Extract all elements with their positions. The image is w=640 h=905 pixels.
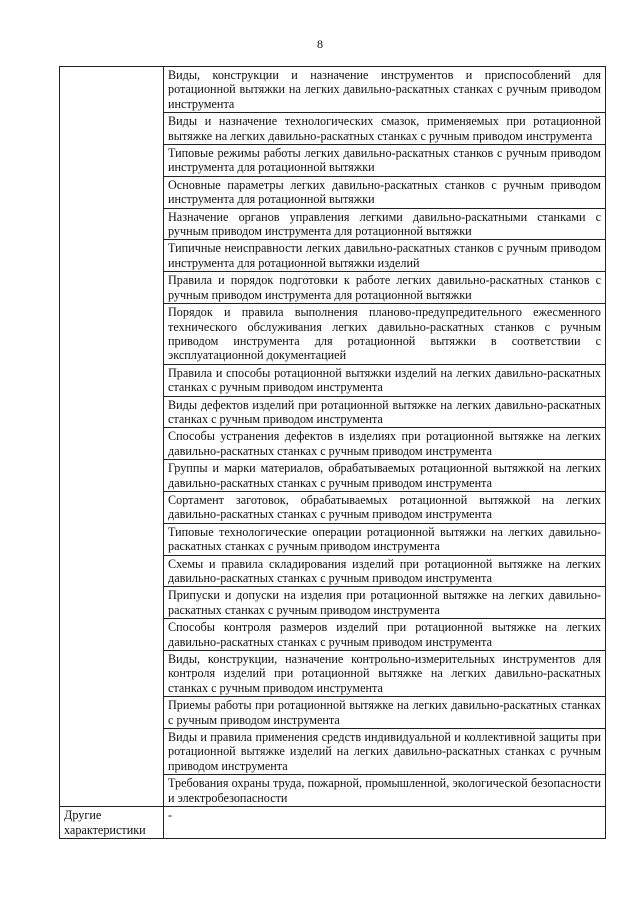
knowledge-item: Способы устранения дефектов в изделиях при ротационной вытяжке на легких давильно-раскатных станках с ручным приводом инструмента bbox=[164, 428, 606, 460]
knowledge-item: Типовые технологические операции ротационной вытяжки на легких давильно-раскатных станках с ручным приводом инструмента bbox=[164, 523, 606, 555]
knowledge-item: Виды и назначение технологических смазок, применяемых при ротационной вытяжке на легких давильно-раскатных станках с ручным приводом инструмента bbox=[164, 113, 606, 145]
knowledge-item: Приемы работы при ротационной вытяжке на легких давильно-раскатных станках с ручным приводом инструмента bbox=[164, 697, 606, 729]
other-characteristics-row bbox=[60, 807, 606, 839]
knowledge-item: Виды, конструкции, назначение контрольно-измерительных инструментов для контроля изделий при ротационной вытяжке на легких давильно-раскатных станках с ручным приводом инструмента bbox=[164, 651, 606, 697]
knowledge-item: Способы контроля размеров изделий при ротационной вытяжке на легких давильно-раскатных станках с ручным приводом инструмента bbox=[164, 619, 606, 651]
page-number: 8 bbox=[317, 37, 323, 51]
other-characteristics-value: - bbox=[164, 807, 606, 839]
knowledge-row bbox=[60, 67, 606, 113]
knowledge-item: Правила и способы ротационной вытяжки изделий на легких давильно-раскатных станках с ручным приводом инструмента bbox=[164, 364, 606, 396]
knowledge-item: Правила и порядок подготовки к работе легких давильно-раскатных станков с ручным приводом инструмента для ротационной вытяжки bbox=[164, 272, 606, 304]
knowledge-item: Сортамент заготовок, обрабатываемых ротационной вытяжкой на легких давильно-раскатных станках с ручным приводом инструмента bbox=[164, 491, 606, 523]
requirements-table bbox=[59, 66, 606, 839]
knowledge-item: Требования охраны труда, пожарной, промышленной, экологической безопасности и электробезопасности bbox=[164, 775, 606, 807]
knowledge-item: Группы и марки материалов, обрабатываемых ротационной вытяжкой на легких давильно-раскатных станках с ручным приводом инструмента bbox=[164, 460, 606, 492]
other-characteristics-label: Другие характеристики bbox=[60, 807, 164, 839]
knowledge-item: Виды дефектов изделий при ротационной вытяжке на легких давильно-раскатных станках с ручным приводом инструмента bbox=[164, 396, 606, 428]
knowledge-item: Виды и правила применения средств индивидуальной и коллективной защиты при ротационной вытяжке изделий на легких давильно-раскатных станках с ручным приводом инструмента bbox=[164, 729, 606, 775]
knowledge-item: Основные параметры легких давильно-раскатных станков с ручным приводом инструмента для ротационной вытяжки bbox=[164, 176, 606, 208]
knowledge-label-cell bbox=[60, 67, 164, 807]
knowledge-item: Схемы и правила складирования изделий при ротационной вытяжке на легких давильно-раскатных станках с ручным приводом инструмента bbox=[164, 555, 606, 587]
knowledge-item: Припуски и допуски на изделия при ротационной вытяжке на легких давильно-раскатных станках с ручным приводом инструмента bbox=[164, 587, 606, 619]
knowledge-item: Порядок и правила выполнения планово-предупредительного ежесменного технического обслуживания легких давильно-раскатных станков с ручным приводом инструмента для ротационной вытяжки в соответствии с эксплуатационной документацией bbox=[164, 304, 606, 365]
knowledge-item: Типовые режимы работы легких давильно-раскатных станков с ручным приводом инструмента для ротационной вытяжки bbox=[164, 145, 606, 177]
knowledge-item: Виды, конструкции и назначение инструментов и приспособлений для ротационной вытяжки на легких давильно-раскатных станках с ручным приводом инструмента bbox=[164, 67, 606, 113]
knowledge-item: Назначение органов управления легкими давильно-раскатными станками с ручным приводом инструмента для ротационной вытяжки bbox=[164, 208, 606, 240]
knowledge-item: Типичные неисправности легких давильно-раскатных станков с ручным приводом инструмента для ротационной вытяжки изделий bbox=[164, 240, 606, 272]
